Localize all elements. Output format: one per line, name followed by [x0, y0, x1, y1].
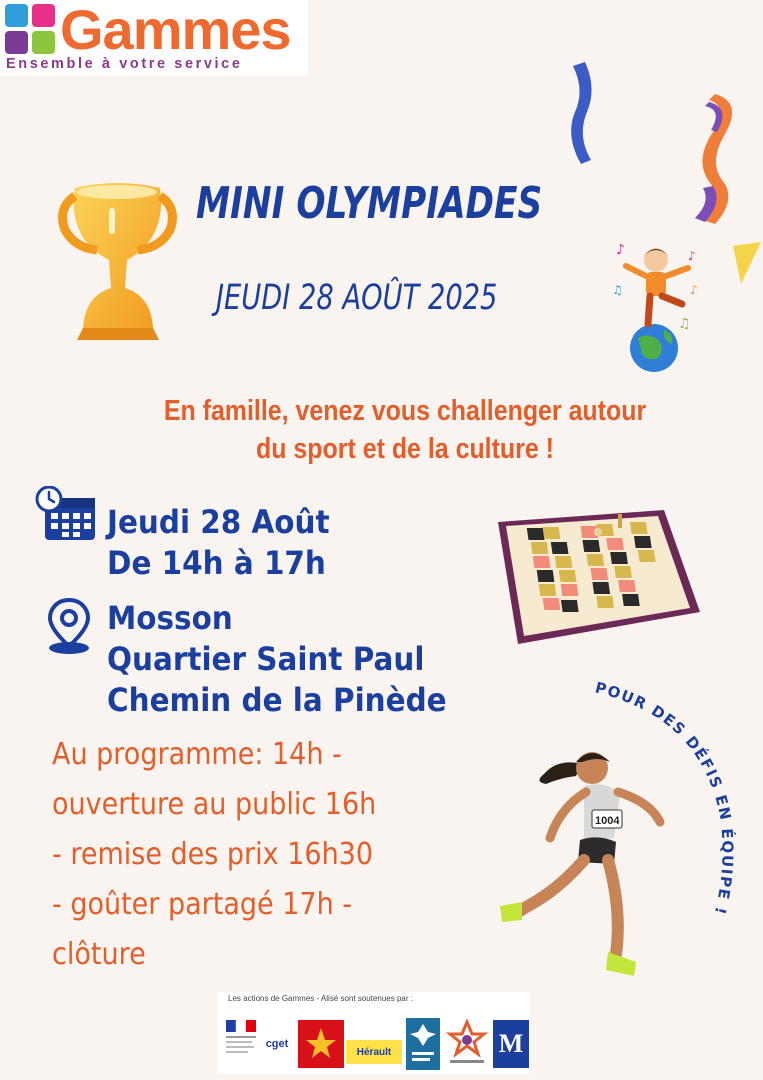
location-line: Mosson	[107, 599, 233, 637]
montpellier-metropole-logo	[444, 1018, 490, 1070]
tagline-line: du sport et de la culture !	[256, 433, 554, 465]
programme-text	[52, 730, 482, 980]
svg-text:♪: ♪	[688, 249, 696, 263]
event-day: Jeudi 28 Août	[107, 503, 330, 541]
event-location	[107, 598, 476, 721]
occitanie-logo	[298, 1020, 344, 1068]
calendar-clock-icon	[35, 486, 97, 542]
cget-logo: cget	[265, 1038, 289, 1050]
programme-line: - remise des prix 16h30	[52, 837, 374, 872]
event-tagline	[134, 392, 676, 468]
event-title: MINI OLYMPIADES	[196, 178, 543, 229]
svg-text:♫: ♫	[612, 283, 623, 297]
programme-line: Au programme: 14h -	[52, 737, 342, 772]
herault-logo: Hérault	[346, 1040, 402, 1064]
curved-text-path: POUR DES DÉFIS EN ÉQUIPE !	[593, 678, 737, 918]
svg-text:♫: ♫	[678, 316, 691, 332]
kid-on-globe-illustration	[608, 238, 708, 374]
runner-illustration	[488, 740, 688, 986]
trophy-icon	[55, 178, 180, 344]
svg-text:♪: ♪	[616, 242, 625, 258]
programme-line: - goûter partagé 17h -	[52, 887, 353, 922]
location-pin-icon	[46, 598, 92, 656]
tagline-line: En famille, venez vous challenger autour	[163, 395, 647, 427]
gammes-squares-icon	[5, 4, 55, 54]
location-line: Chemin de la Pinède	[107, 681, 447, 719]
logo-tagline: Ensemble à votre service	[6, 56, 243, 72]
programme-line: clôture	[52, 937, 146, 972]
montpellier-logo: M	[493, 1020, 529, 1068]
caf-logo	[406, 1018, 440, 1070]
programme-line: ouverture au public 16h	[52, 787, 377, 822]
svg-text:♪: ♪	[690, 283, 698, 297]
french-republic-logo	[224, 1018, 260, 1070]
event-hours: De 14h à 17h	[107, 544, 326, 582]
sponsors-caption: Les actions de Gammes - Alisé sont soutenues par :	[228, 994, 413, 1003]
event-date-banner: JEUDI 28 AOÛT 2025	[216, 278, 498, 318]
event-when	[107, 502, 349, 584]
location-line: Quartier Saint Paul	[107, 640, 425, 678]
runner-bib-number: 1004	[595, 815, 620, 827]
logo-wordmark: Gammes	[60, 0, 291, 61]
board-game-illustration	[494, 508, 704, 648]
